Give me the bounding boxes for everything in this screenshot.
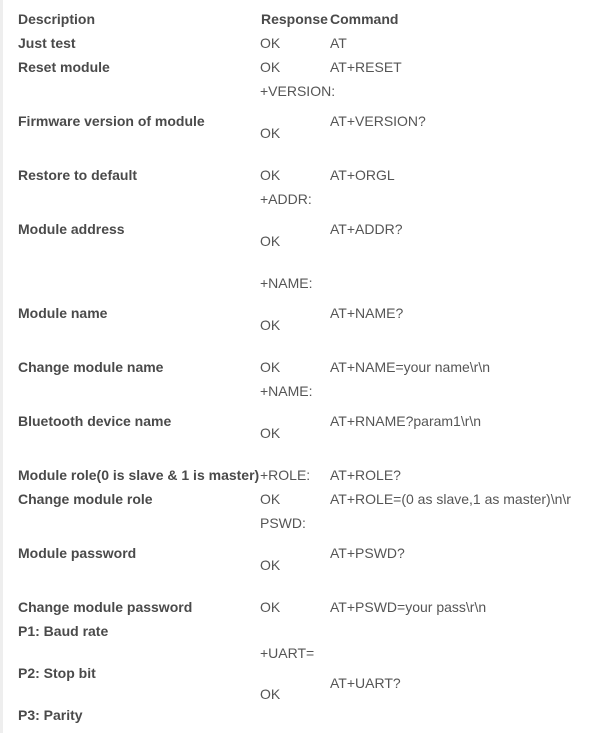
row-description: Reset module [18, 59, 110, 75]
header-response: Response [261, 11, 328, 27]
row-description: P2: Stop bit [18, 665, 96, 681]
row-command: AT+ORGL [330, 167, 395, 183]
header-command: Command [330, 11, 399, 27]
row-response: +ROLE: [260, 467, 311, 483]
row-response: OK [260, 359, 281, 375]
row-description: Module name [18, 305, 108, 321]
row-command: AT+PSWD? [330, 545, 405, 561]
row-response: OK [260, 167, 281, 183]
row-description: Change module role [18, 491, 153, 507]
row-description: Just test [18, 35, 76, 51]
row-description: Restore to default [18, 167, 138, 183]
row-command: AT+ROLE? [330, 467, 401, 483]
header-description: Description [18, 11, 96, 27]
row-command: AT+RESET [330, 59, 402, 75]
row-response: OK [260, 425, 281, 441]
row-response: OK [260, 491, 281, 507]
row-response: OK [260, 686, 281, 702]
row-response-prefix: +NAME: [260, 383, 313, 399]
row-response: OK [260, 599, 281, 615]
row-response-prefix: +VERSION: [260, 83, 336, 99]
row-response: OK [260, 233, 281, 249]
row-response-prefix: +UART= [260, 645, 315, 661]
row-command: AT+ROLE=(0 as slave,1 as master)\n\r [330, 491, 571, 507]
row-response: OK [260, 35, 281, 51]
row-command: AT+VERSION? [330, 113, 426, 129]
row-description: Module address [18, 221, 125, 237]
row-response: OK [260, 125, 281, 141]
row-command: AT [330, 35, 347, 51]
row-description: Firmware version of module [18, 113, 205, 129]
row-description: P1: Baud rate [18, 623, 109, 639]
row-command: AT+NAME=your name\r\n [330, 359, 491, 375]
row-description: P3: Parity [18, 707, 83, 723]
row-description: Change module password [18, 599, 193, 615]
row-command: AT+ADDR? [330, 221, 403, 237]
row-response: OK [260, 59, 281, 75]
row-response: OK [260, 557, 281, 573]
row-response-prefix: PSWD: [260, 515, 306, 531]
row-description: Bluetooth device name [18, 413, 172, 429]
row-response-prefix: +NAME: [260, 275, 313, 291]
row-description: Module role(0 is slave & 1 is master) [18, 467, 260, 483]
row-command: AT+PSWD=your pass\r\n [330, 599, 487, 615]
left-border [0, 0, 3, 733]
row-command: AT+UART? [330, 675, 401, 691]
row-response: OK [260, 317, 281, 333]
row-response-prefix: +ADDR: [260, 191, 312, 207]
row-description: Change module name [18, 359, 164, 375]
row-command: AT+RNAME?param1\r\n [330, 413, 482, 429]
row-description: Module password [18, 545, 137, 561]
row-command: AT+NAME? [330, 305, 404, 321]
